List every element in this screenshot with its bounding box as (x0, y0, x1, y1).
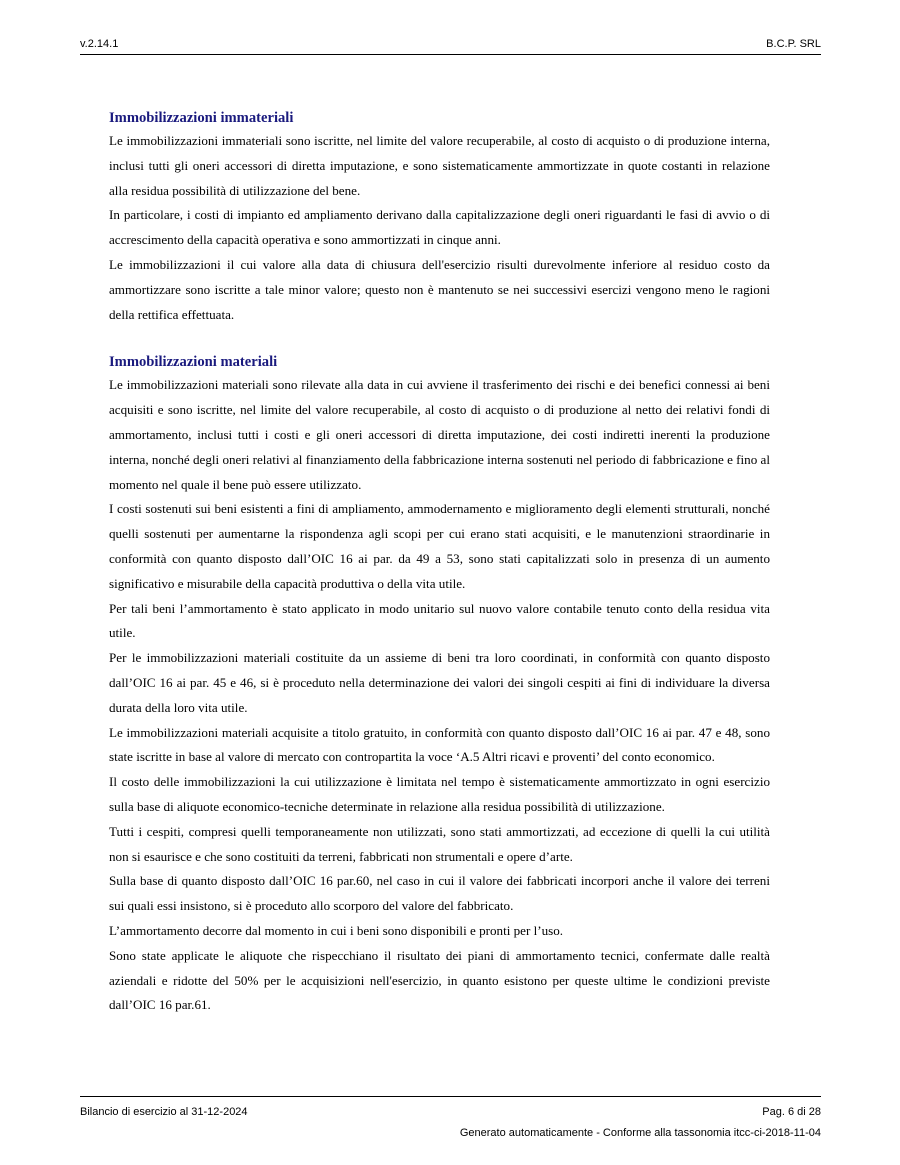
paragraph: Le immobilizzazioni materiali sono rilevate alla data in cui avviene il trasferimento dei rischi e dei benefici connessi ai beni acquisiti e sono iscritte, nel limite del valore recuperabile, al costo di acquisto o di produzione al netto dei relativi fondi di ammortamento, inclusi tutti i costi e gli oneri accessori di diretta imputazione, dei costi indiretti inerenti la produzione interna, nonché degli oneri relativi al finanziamento della fabbricazione interna sostenuti nel periodo di fabbricazione e fino al momento nel quale il bene può essere utilizzato. (109, 377, 770, 492)
paragraph: Le immobilizzazioni il cui valore alla data di chiusura dell'esercizio risulti durevolmente inferiore al residuo costo da ammortizzare sono iscritte a tale minor valore; questo non è mantenuto se nei successivi esercizi vengono meno le ragioni della rettifica effettuata. (109, 256, 770, 322)
paragraph: Sulla base di quanto disposto dall’OIC 16 par.60, nel caso in cui il valore dei fabbricati incorpori anche il valore dei terreni sui quali essi insistono, si è proceduto allo scorporo del valore del fabbricato. (109, 873, 770, 914)
company-name: B.C.P. SRL (766, 38, 821, 50)
footer-rule (80, 1096, 821, 1097)
version-label: v.2.14.1 (80, 38, 119, 50)
page-number: Pag. 6 di 28 (762, 1106, 821, 1118)
paragraph: Sono state applicate le aliquote che rispecchiano il risultato dei piani di ammortamento tecnici, confermate dalle realtà aziendali e ridotte del 50% per le acquisizioni nell'esercizio, in quanto esistono per queste ultime le condizioni previste dall’OIC 16 par.61. (109, 947, 770, 1013)
section-spacer (109, 327, 770, 351)
paragraph: I costi sostenuti sui beni esistenti a fini di ampliamento, ammodernamento e miglioramento degli elementi strutturali, nonché quelli sostenuti per aumentarne la rispondenza agli scopi per cui erano stati acquisiti, e le manutenzioni straordinarie in conformità con quanto disposto dall’OIC 16 ai par. da 49 a 53, sono stati capitalizzati solo in presenza di un aumento significativo e misurabile della capacità produttiva o della vita utile. (109, 501, 770, 591)
section-materiali (109, 351, 770, 1018)
paragraph: Le immobilizzazioni materiali acquisite a titolo gratuito, in conformità con quanto disposto dall’OIC 16 ai par. 47 e 48, sono state iscritte in base al valore di mercato con contropartita la voce ‘A.5 Altri ricavi e proventi’ del conto economico. (109, 724, 770, 765)
paragraph: Il costo delle immobilizzazioni la cui utilizzazione è limitata nel tempo è sistematicamente ammortizzato in ogni esercizio sulla base di aliquote economico-tecniche determinate in relazione alla residua possibilità di utilizzazione. (109, 774, 770, 814)
paragraph: Tutti i cespiti, compresi quelli temporaneamente non utilizzati, sono stati ammortizzati, ad eccezione di quelli la cui utilità non si esaurisce e che sono costituiti da terreni, fabbricati non strumentali e opere d’arte. (109, 823, 770, 864)
paragraph: In particolare, i costi di impianto ed ampliamento derivano dalla capitalizzazione degli oneri riguardanti le fasi di avvio o di accrescimento della capacità operativa e sono ammortizzati in cinque anni. (109, 207, 770, 248)
section-heading: Immobilizzazioni materiali (109, 354, 278, 371)
section-immateriali (109, 107, 770, 327)
header-rule (80, 54, 821, 55)
generated-note: Generato automaticamente - Conforme alla tassonomia itcc-ci-2018-11-04 (459, 1127, 821, 1139)
paragraph: Per tali beni l’ammortamento è stato applicato in modo unitario sul nuovo valore contabile tenuto conto della residua vita utile. (109, 600, 770, 641)
section-heading: Immobilizzazioni immateriali (109, 110, 294, 126)
paragraph: Per le immobilizzazioni materiali costituite da un assieme di beni tra loro coordinati, in conformità con quanto disposto dall’OIC 16 ai par. 45 e 46, si è proceduto nella determinazione dei valori dei singoli cespiti ai fini di individuare la diversa durata della loro vita utile. (109, 650, 770, 715)
document-body (109, 107, 770, 1018)
document-title: Bilancio di esercizio al 31-12-2024 (80, 1106, 248, 1118)
paragraph: Le immobilizzazioni immateriali sono iscritte, nel limite del valore recuperabile, al costo di acquisto o di produzione interna, inclusi tutti gli oneri accessori di diretta imputazione, e sono sistematicamente ammortizzate in quote costanti in relazione alla residua possibilità di utilizzazione del bene. (109, 133, 770, 198)
paragraph: L’ammortamento decorre dal momento in cui i beni sono disponibili e pronti per l’uso. (109, 922, 564, 938)
